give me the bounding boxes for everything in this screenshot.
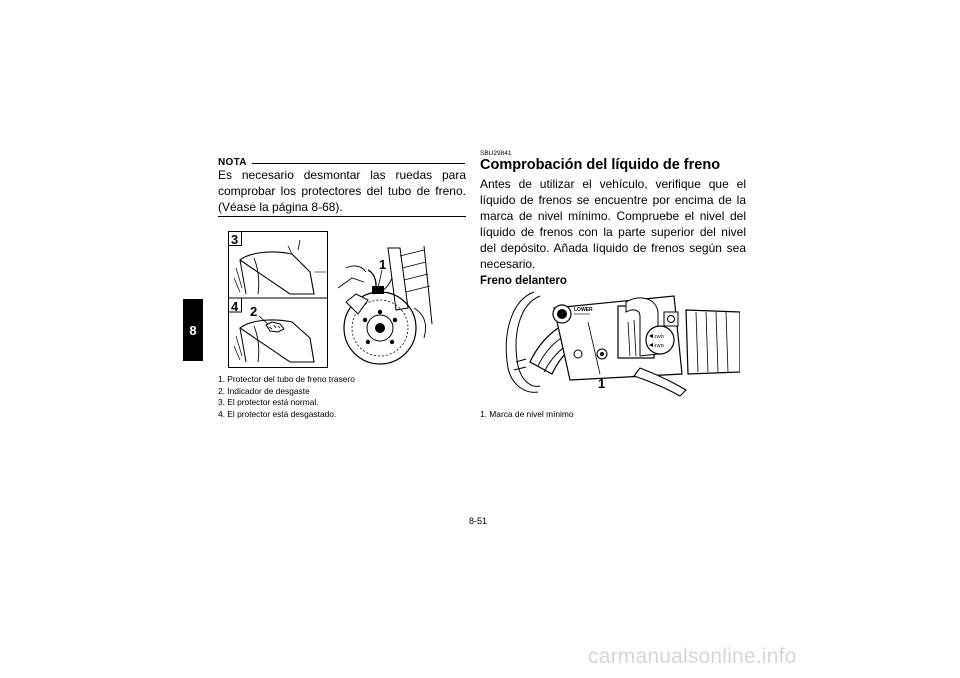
section-heading: Comprobación del líquido de freno (480, 157, 721, 173)
dial-label-4wd: 4WD (654, 343, 664, 348)
figure1-caption: 4. El protector está desgastado. (218, 408, 337, 419)
figure1-caption-list (218, 374, 355, 420)
front-brake-subheading: Freno delantero (480, 275, 567, 287)
watermark: carmanualsonline.info (588, 645, 797, 668)
brake-hose-protector-figure (228, 228, 468, 370)
callout-2: 2 (250, 304, 258, 319)
figure2-callout-1: 1 (598, 376, 606, 391)
section-body: Antes de utilizar el vehículo, verifique que el líquido de frenos se encuentre por encima de la marca de nivel mínimo. Compruebe el nivel del líquido de frenos con la parte superior del nivel del depósito. Añada líquido de frenos según sea necesario. (480, 177, 746, 271)
note-text: Es necesario desmontar las ruedas para comprobar los protectores del tubo de freno. (Véase la página 8-68). (218, 168, 466, 214)
section-tab-number: 8 (189, 322, 197, 338)
figure1-caption: 2. Indicador de desgaste (218, 385, 310, 396)
section-code: SBU29841 (480, 150, 512, 157)
page-number: 8-51 (469, 516, 488, 526)
note-bottom-rule (218, 216, 466, 217)
callout-3: 3 (231, 232, 239, 247)
callout-4: 4 (231, 299, 239, 314)
note-title: NOTA (218, 157, 247, 168)
figure2-caption: 1. Marca de nivel mínimo (480, 409, 574, 419)
section-tab (183, 299, 203, 361)
dial-label-2wd: 2WD (654, 334, 664, 339)
lower-mark-label: LOWER (574, 307, 593, 313)
figure1-caption: 3. El protector está normal. (218, 397, 319, 407)
callout-1: 1 (379, 257, 387, 272)
front-brake-reservoir-figure (490, 282, 740, 402)
figure1-caption: 1. Protector del tubo de freno trasero (218, 374, 355, 384)
note-top-rule (252, 163, 465, 164)
